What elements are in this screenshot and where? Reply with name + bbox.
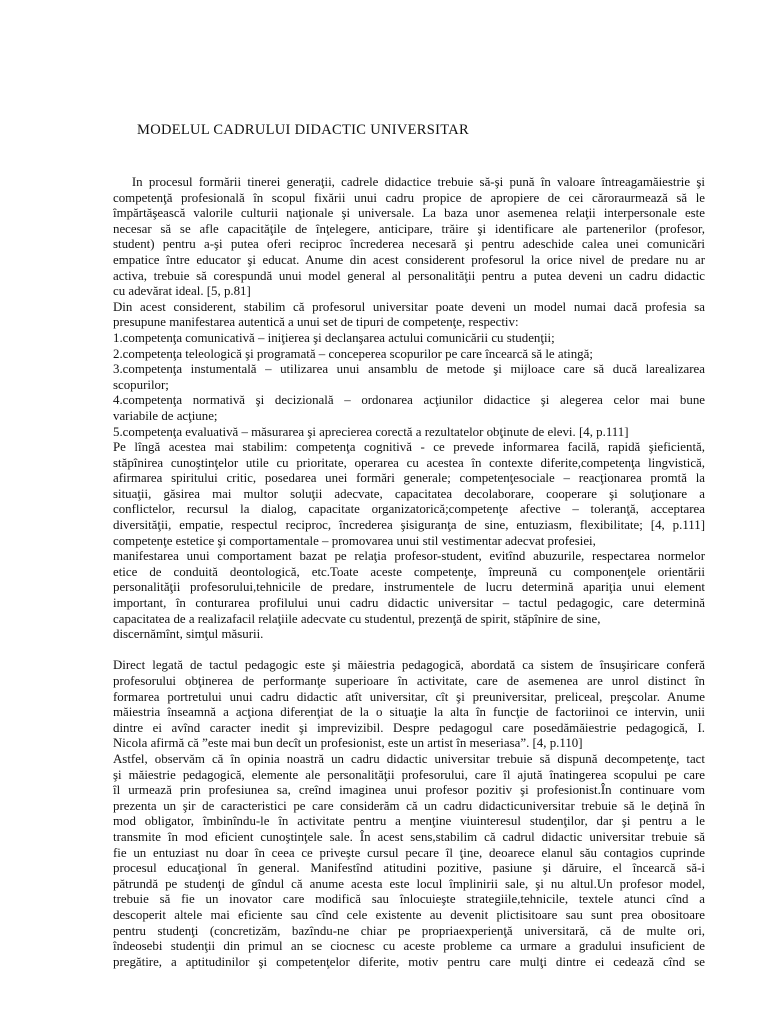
text-line: pătrundă pe studenţi de gîndul că anume acesta este locul împlinirii sale, şi nu altul.Un profesor model, xyxy=(113,876,705,891)
text-line: pregătire, a aptitudinilor şi competenţelor diferite, motiv pentru care mulţi dintre ei cedează cînd se xyxy=(113,954,705,969)
text-line: manifestarea unui comportament bazat pe relaţia profesor-student, evitînd abuzurile, respectarea normelor xyxy=(113,549,705,564)
text-line: 5.competenţa evaluativă – măsurarea şi aprecierea corectă a rezultatelor obţinute de elevi. [4, p.111] xyxy=(113,424,629,439)
text-line: profesorului obţinerea de performanţe superioare în activitate, care de asemenea are unrol distinct în xyxy=(113,674,705,688)
text-line: In procesul formării tinerei generaţii, cadrele didactice trebuie să-şi pună în valoare întreagamăiestrie şi xyxy=(113,175,705,189)
text-line: 2.competenţa teleologică şi programată – conceperea scopurilor pe care încearcă să le atingă; xyxy=(113,346,593,361)
text-line: situaţii, găsirea mai multor soluţii adecvate, capacitatea decolaborare, cooperare şi soluţionare a xyxy=(113,486,705,501)
text-line: fie un entuziast nu doar în ceea ce priveşte cursul pecare îl ţine, deoarece elanul său contagios cuprinde xyxy=(113,845,705,860)
text-line: Din acest considerent, stabilim că profesorul universitar poate deveni un model numai dacă profesia sa xyxy=(113,299,705,314)
document-title: MODELUL CADRULUI DIDACTIC UNIVERSITAR xyxy=(137,122,470,138)
text-line: student) pentru a-şi putea oferi reciproc încrederea necesară şi pentru adeschide calea unei comunicări xyxy=(113,237,705,252)
text-line: transmite în mod eficient cunoştinţele sale. În acest sens,stabilim că cadrul didactic universitar trebuie să xyxy=(113,829,705,844)
text-line: etice de conduită deontologică, etc.Toate aceste competenţe, împreună cu componenţele orientării xyxy=(113,564,705,579)
text-line: procesul educaţional în general. Manifestînd atitudini pozitive, pasiune şi dăruire, el încearcă să-i xyxy=(113,861,705,876)
text-line: Direct legată de tactul pedagogic este şi măiestria pedagogică, abordată ca sistem de însuşiricare conferă xyxy=(113,658,705,673)
text-line: şi măiestrie pedagogică, elemente ale personalităţii profesorului, care îl ajută înatingerea scopului pe care xyxy=(113,767,705,782)
text-line: cu adevărat ideal. [5, p.81] xyxy=(113,284,251,299)
text-line: activa, trebuie să corespundă unui model general al personalităţii pentru a putea deveni un cadru didactic xyxy=(113,268,705,283)
text-line: personalităţii profesorului,tehnicile de predare, instrumentele de lucru determină apariţia unui element xyxy=(113,580,705,595)
text-line: Astfel, observăm că în opinia noastră un cadru didactic universitar trebuie să dispună decompetenţe, tact xyxy=(113,751,705,766)
text-line: mod obligator, îmbinîndu-le în activitate pentru a menţine viuinteresul studenţilor, dar şi pentru a le xyxy=(113,814,705,829)
text-line: prezenta un şir de caracteristici pe care considerăm că un cadru didacticuniversitar trebuie să le deţină în xyxy=(113,798,705,813)
document-body xyxy=(113,175,705,970)
text-line: 1.competenţa comunicativă – iniţierea şi declanşarea actului comunicării cu studenţii; xyxy=(113,330,555,345)
text-line: capacitatea de a realizafacil relaţiile adecvate cu studentul, prezenţă de spirit, stăpînire de sine, xyxy=(113,611,601,626)
text-line: descoperit altele mai eficiente sau cînd cele existente au devenit plictisitoare sau sunt prea obositoare xyxy=(113,907,705,922)
text-line: scopurilor; xyxy=(113,377,169,392)
text-line: pentru studenţi (concretizăm, bazîndu-ne chiar pe propriaexperienţă universitară, că de multe ori, xyxy=(113,923,705,938)
text-line: discernămînt, simţul măsurii. xyxy=(113,627,264,642)
text-line: îndeosebi studenţii din primul an se ciocnesc cu aceste probleme ca urmare a gradului insuficient de xyxy=(113,939,705,954)
text-line: Pe lîngă acestea mai stabilim: competenţa cognitivă - ce prevede informarea facilă, rapidă şieficientă, xyxy=(113,440,705,455)
text-line: 3.competenţa instumentală – utilizarea unui ansamblu de metode şi mijloace care să ducă larealizarea xyxy=(113,362,705,377)
text-line: presupune manifestarea autentică a unui set de tipuri de competenţe, respectiv: xyxy=(113,315,519,330)
text-line: măiestria înseamnă a acţiona diferenţiat de la o situaţie la alta în funcţie de factoriinoi ce intervin, unii xyxy=(113,705,705,720)
text-line: îl urmează prin profesiunea sa, creînd imaginea unui profesor pozitiv şi profesionist.În continuare vom xyxy=(113,783,705,798)
text-line: Nicola afirmă că ”este mai bun decît un profesionist, este un artist în meseriasa”. [4, p.110] xyxy=(113,736,583,751)
document-page xyxy=(113,0,705,1024)
text-line: important, în conturarea profilului unui cadru didactic universitar – tactul pedagogic, care determină xyxy=(113,596,705,611)
text-line: stăpînirea cunoştinţelor utile cu prioritate, operarea cu acestea în contexte diferite,competenţa lingvistică, xyxy=(113,455,705,470)
text-line: necesar să se afle capacităţile de înţelegere, anticipare, trăire şi identificare ale partenerilor (profesor, xyxy=(113,221,705,236)
paragraph-break xyxy=(113,643,705,659)
text-line: formarea portretului unui cadru didactic atît universitar, cît şi preuniversitar, preliceal, preşcolar. Anume xyxy=(113,689,705,704)
text-line: dintre ei avînd caracter inedit şi imprevizibil. Despre pedagogul care posedămăiestrie pedagogică, I. xyxy=(113,720,705,735)
text-line: 4.competenţa normativă şi decizională – ordonarea acţiunilor didactice şi alegerea celor mai bune xyxy=(113,393,705,408)
text-line: empatice între educator şi educat. Anume din acest considerent profesorul la orice nivel de predare nu ar xyxy=(113,252,705,267)
text-line: împărtăşească valorile culturii naţionale şi universale. La baza unor asemenea relaţii interpersonale este xyxy=(113,206,705,221)
text-line: competenţe estetice şi comportamentale – promovarea unui stil vestimentar adecvat profesiei, xyxy=(113,533,596,548)
text-line: conflictelor, recursul la dialog, capacitate organizatorică;competenţe afective – toleranţă, acceptarea xyxy=(113,502,705,517)
text-line: variabile de acţiune; xyxy=(113,408,218,423)
text-line: competenţă profesională în scopul fixării unui cadru propice de apropiere de cei căroraurmează să le xyxy=(113,190,705,205)
text-line: diversităţii, empatie, respectul reciproc, încrederea şisiguranţa de sine, entuziasm, flexibilitate; [4, p.111] xyxy=(113,518,705,533)
text-line: afirmarea spiritului critic, posedarea unei formări generale; competenţesociale – reacţionarea promtă la xyxy=(113,471,705,486)
text-line: trebuie să fie un inovator care modifică sau înlocuieşte strategiile,tehnicile, textele atunci cînd a xyxy=(113,892,705,907)
